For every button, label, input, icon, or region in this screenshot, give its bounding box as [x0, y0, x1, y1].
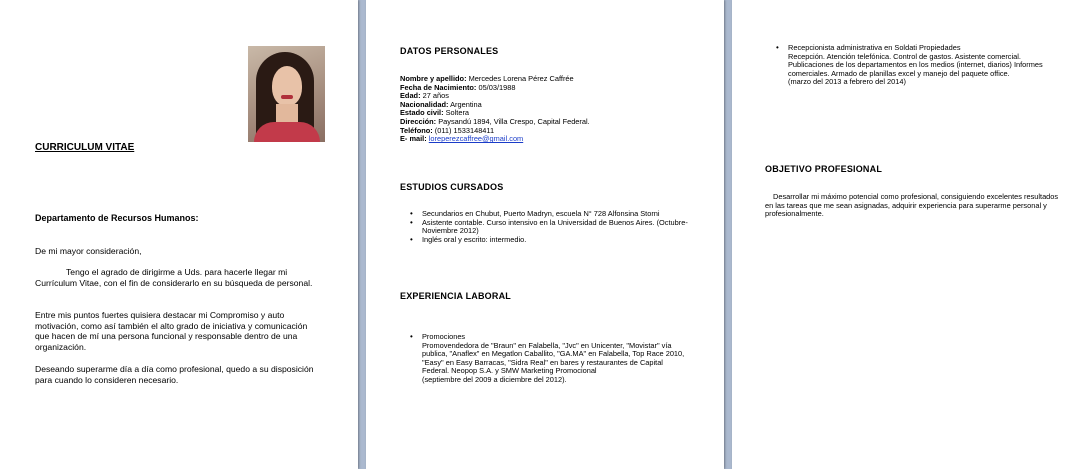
experience-dates: (septiembre del 2009 a diciembre del 2012). [422, 374, 567, 384]
personal-row: Nacionalidad: Argentina [400, 99, 482, 109]
experience-list [400, 333, 690, 385]
email-link[interactable]: loreperezcaffree@gmail.com [428, 134, 524, 144]
objective-text: Desarrollar mi máximo potencial como profesional, consiguiendo excelentes resultados en las tareas que me sean asignadas, adquirir experiencia para superarme personal y profesionalmente. [765, 192, 1059, 219]
greeting-text: De mi mayor consideración, [35, 246, 142, 256]
job-dates: (marzo del 2013 a febrero del 2014) [788, 77, 906, 87]
job-body: Recepción. Atención telefónica. Control de gastos. Asistente comercial. Publicaciones de los departamentos en los medios (internet, diarios) Informes comerciales. Armado de planillas excel y manejo del paquete office. [788, 51, 1043, 78]
list-item: • Asistente contable. Curso intensivo en la Universidad de Buenos Aires. (Octubre- Noviembre 2012) [400, 219, 690, 236]
personal-row: Nombre y apellido: Mercedes Lorena Pérez Caffrée [400, 74, 574, 83]
experience-heading: EXPERIENCIA LABORAL [400, 291, 511, 301]
document-page-1 [0, 0, 358, 469]
personal-row: E- mail: loreperezcaffree@gmail.com [400, 134, 524, 144]
list-item [400, 333, 690, 385]
closing-paragraph: Deseando superarme día a día como profesional, quedo a su disposición para cuando lo consideren necesario. [35, 364, 314, 385]
job-list [766, 44, 1056, 87]
experience-title: • Promociones [422, 332, 466, 341]
experience-body: Promovendedora de "Braun" en Falabella, "Jvc" en Unicenter, "Movistar" vía publica, "Anaflex" en Megatlon Caballito, "GA.MA" en Falabella, Top Race 2010, "Easy" en Easy Barracas, "Sidra Real" en bares y restaurantes de Capital Federal. Neopop S.A. y SMW Marketing Promocional [422, 340, 685, 376]
personal-data-list [400, 75, 700, 144]
list-item: • Secundarios en Chubut, Puerto Madryn, escuela N° 728 Alfonsina Storni [400, 210, 690, 219]
cv-title: CURRICULUM VITAE [35, 142, 135, 153]
intro-paragraph: Tengo el agrado de dirigirme a Uds. para hacerle llegar mi Currículum Vitae, con el fin de considerarlo en su búsqueda de personal. [35, 267, 313, 288]
personal-row: Edad: 27 años [400, 91, 449, 101]
document-page-2 [366, 0, 724, 469]
studies-list [400, 210, 690, 244]
document-page-3 [732, 0, 1091, 469]
objective-heading: OBJETIVO PROFESIONAL [765, 164, 883, 174]
strengths-paragraph: Entre mis puntos fuertes quisiera destacar mi Compromiso y auto motivación, como así también el alto grado de iniciativa y comunicación que hacen de mí una persona funcional y responsable dentro de una organización. [35, 310, 308, 352]
personal-row: Teléfono: (011) 1533148411 [400, 125, 495, 135]
list-item [766, 44, 1056, 87]
studies-heading: ESTUDIOS CURSADOS [400, 182, 504, 192]
job-title: • Recepcionista administrativa en Soldati Propiedades [788, 43, 961, 52]
personal-data-heading: DATOS PERSONALES [400, 46, 499, 56]
profile-photo [248, 46, 325, 142]
list-item: • Inglés oral y escrito: intermedio. [400, 236, 690, 245]
personal-row: Estado civil: Soltera [400, 108, 470, 118]
department-heading: Departamento de Recursos Humanos: [35, 213, 199, 223]
personal-row: Dirección: Paysandú 1894, Villa Crespo, Capital Federal. [400, 116, 590, 126]
personal-row: Fecha de Nacimiento: 05/03/1988 [400, 82, 516, 92]
